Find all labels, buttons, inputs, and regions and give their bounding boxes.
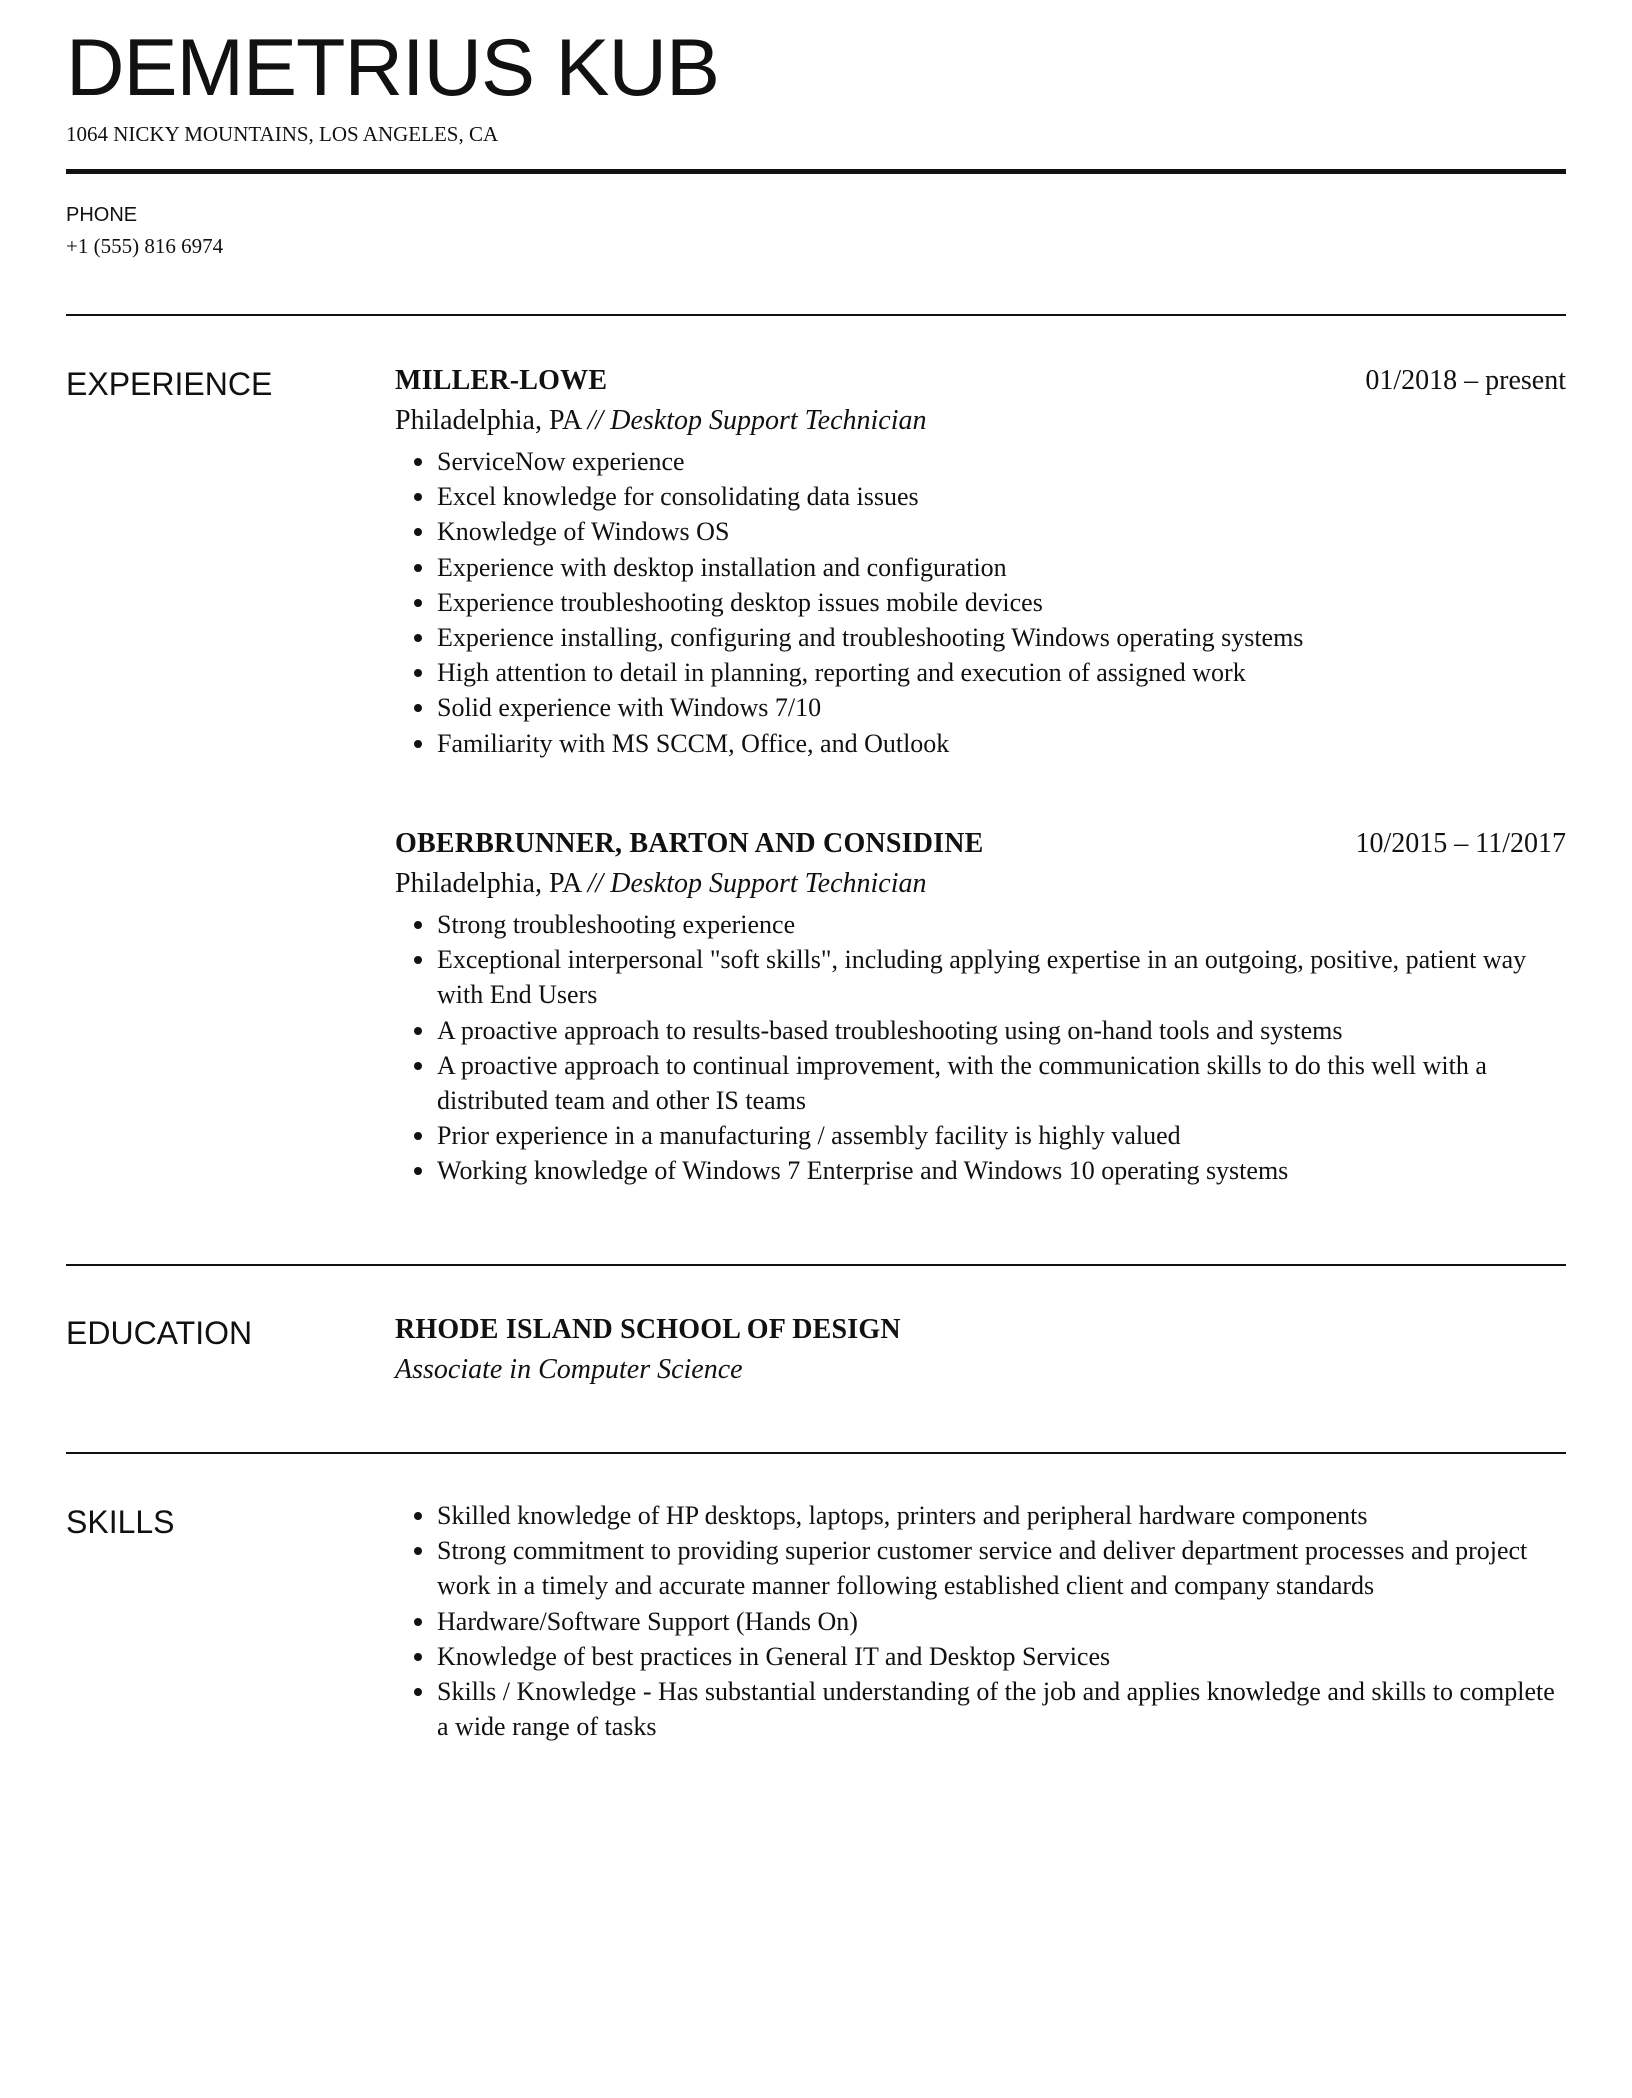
- list-item-text: A proactive approach to continual improvement, with the communication skills to do this well with a distributed team and other IS teams: [437, 1050, 1487, 1116]
- bullet-icon: [414, 599, 422, 607]
- list-item: [395, 1639, 1566, 1674]
- list-item-text: Knowledge of Windows OS: [437, 517, 730, 547]
- list-item-text: A proactive approach to results-based troubleshooting using on-hand tools and systems: [437, 1015, 1343, 1045]
- phone-value: +1 (555) 816 6974: [66, 234, 224, 258]
- list-item-text: Exceptional interpersonal "soft skills", including applying expertise in an outgoing, positive, patient way with End Users: [437, 945, 1527, 1010]
- job-duties-list: [395, 907, 1566, 1189]
- list-item: [395, 585, 1566, 620]
- bullet-icon: [414, 1512, 422, 1520]
- job-dates: 01/2018 – present: [1365, 365, 1566, 396]
- job-separator: //: [587, 868, 604, 899]
- list-item-text: Hardware/Software Support (Hands On): [437, 1606, 858, 1636]
- job-subline: [395, 864, 1566, 904]
- contact-divider: [66, 314, 1566, 316]
- bullet-icon: [414, 1062, 422, 1070]
- bullet-icon: [414, 458, 422, 466]
- list-item-text: Prior experience in a manufacturing / assembly facility is highly valued: [437, 1121, 1181, 1151]
- bullet-icon: [414, 704, 422, 712]
- list-item: [395, 1533, 1566, 1603]
- list-item-text: Excel knowledge for consolidating data issues: [437, 482, 919, 512]
- list-item: [395, 907, 1566, 942]
- bullet-icon: [414, 1653, 422, 1661]
- list-item: [395, 620, 1566, 655]
- bullet-icon: [414, 1547, 422, 1555]
- skills-heading: SKILLS: [66, 1504, 175, 1540]
- list-item: [395, 726, 1566, 761]
- list-item: [395, 690, 1566, 725]
- list-item-text: ServiceNow experience: [437, 447, 685, 476]
- list-item-text: Experience installing, configuring and troubleshooting Windows operating systems: [437, 623, 1304, 653]
- list-item: [395, 1604, 1566, 1639]
- list-item-text: Working knowledge of Windows 7 Enterprise and Windows 10 operating systems: [437, 1156, 1289, 1186]
- bullet-icon: [414, 634, 422, 642]
- bullet-icon: [414, 1618, 422, 1626]
- experience-heading: EXPERIENCE: [66, 366, 273, 402]
- list-item-text: Familiarity with MS SCCM, Office, and Outlook: [437, 728, 950, 758]
- list-item: [395, 479, 1566, 514]
- job-duties-list: [395, 444, 1566, 761]
- list-item: [395, 1013, 1566, 1048]
- list-item: [395, 655, 1566, 690]
- job-header: [395, 824, 1566, 864]
- education-heading: EDUCATION: [66, 1315, 253, 1351]
- bullet-icon: [414, 1688, 422, 1696]
- bullet-icon: [414, 564, 422, 572]
- list-item-text: Experience troubleshooting desktop issues mobile devices: [437, 587, 1043, 617]
- job-location: Philadelphia, PA: [395, 405, 581, 436]
- bullet-icon: [414, 1132, 422, 1140]
- job-subline: [395, 401, 1566, 441]
- list-item-text: Knowledge of best practices in General IT and Desktop Services: [437, 1641, 1111, 1671]
- list-item-text: Strong commitment to providing superior customer service and deliver department processes and project work in a timely and accurate manner following established client and company standards: [437, 1536, 1528, 1601]
- bullet-icon: [414, 1027, 422, 1035]
- job-header: [395, 361, 1566, 401]
- job-company: MILLER-LOWE: [395, 365, 608, 396]
- list-item: [395, 1153, 1566, 1188]
- list-item: [395, 1674, 1566, 1744]
- degree: Associate in Computer Science: [395, 1354, 743, 1385]
- education-divider: [66, 1452, 1566, 1454]
- list-item-text: Experience with desktop installation and configuration: [437, 552, 1007, 582]
- job-entry: [395, 361, 1566, 761]
- job-role: Desktop Support Technician: [610, 868, 927, 899]
- job-entry: [395, 824, 1566, 1189]
- candidate-address: 1064 NICKY MOUNTAINS, LOS ANGELES, CA: [66, 122, 499, 146]
- bullet-icon: [414, 669, 422, 677]
- job-dates: 10/2015 – 11/2017: [1355, 828, 1566, 859]
- bullet-icon: [414, 740, 422, 748]
- bullet-icon: [414, 493, 422, 501]
- bullet-icon: [414, 1167, 422, 1175]
- list-item: [395, 942, 1566, 1012]
- list-item: [395, 1048, 1566, 1118]
- list-item-text: High attention to detail in planning, reporting and execution of assigned work: [437, 658, 1246, 688]
- candidate-name: DEMETRIUS KUB: [66, 23, 720, 113]
- bullet-icon: [414, 528, 422, 536]
- education-section: [395, 1310, 1566, 1390]
- job-separator: //: [587, 405, 604, 436]
- list-item-text: Solid experience with Windows 7/10: [437, 693, 822, 723]
- phone-label: PHONE: [66, 204, 138, 226]
- list-item: [395, 514, 1566, 549]
- school-name: RHODE ISLAND SCHOOL OF DESIGN: [395, 1314, 901, 1345]
- job-location: Philadelphia, PA: [395, 868, 581, 899]
- list-item-text: Strong troubleshooting experience: [437, 910, 796, 939]
- job-company: OBERBRUNNER, BARTON AND CONSIDINE: [395, 828, 984, 859]
- header-divider: [66, 169, 1566, 174]
- job-role: Desktop Support Technician: [610, 405, 927, 436]
- skills-list: [395, 1498, 1566, 1744]
- list-item: [395, 1118, 1566, 1153]
- list-item: [395, 444, 1566, 479]
- list-item: [395, 550, 1566, 585]
- list-item: [395, 1498, 1566, 1533]
- list-item-text: Skilled knowledge of HP desktops, laptops, printers and peripheral hardware components: [437, 1501, 1368, 1530]
- bullet-icon: [414, 956, 422, 964]
- bullet-icon: [414, 921, 422, 929]
- list-item-text: Skills / Knowledge - Has substantial understanding of the job and applies knowledge and skills to complete a wide range of tasks: [437, 1677, 1555, 1742]
- experience-divider: [66, 1264, 1566, 1266]
- skills-section: [395, 1498, 1566, 1744]
